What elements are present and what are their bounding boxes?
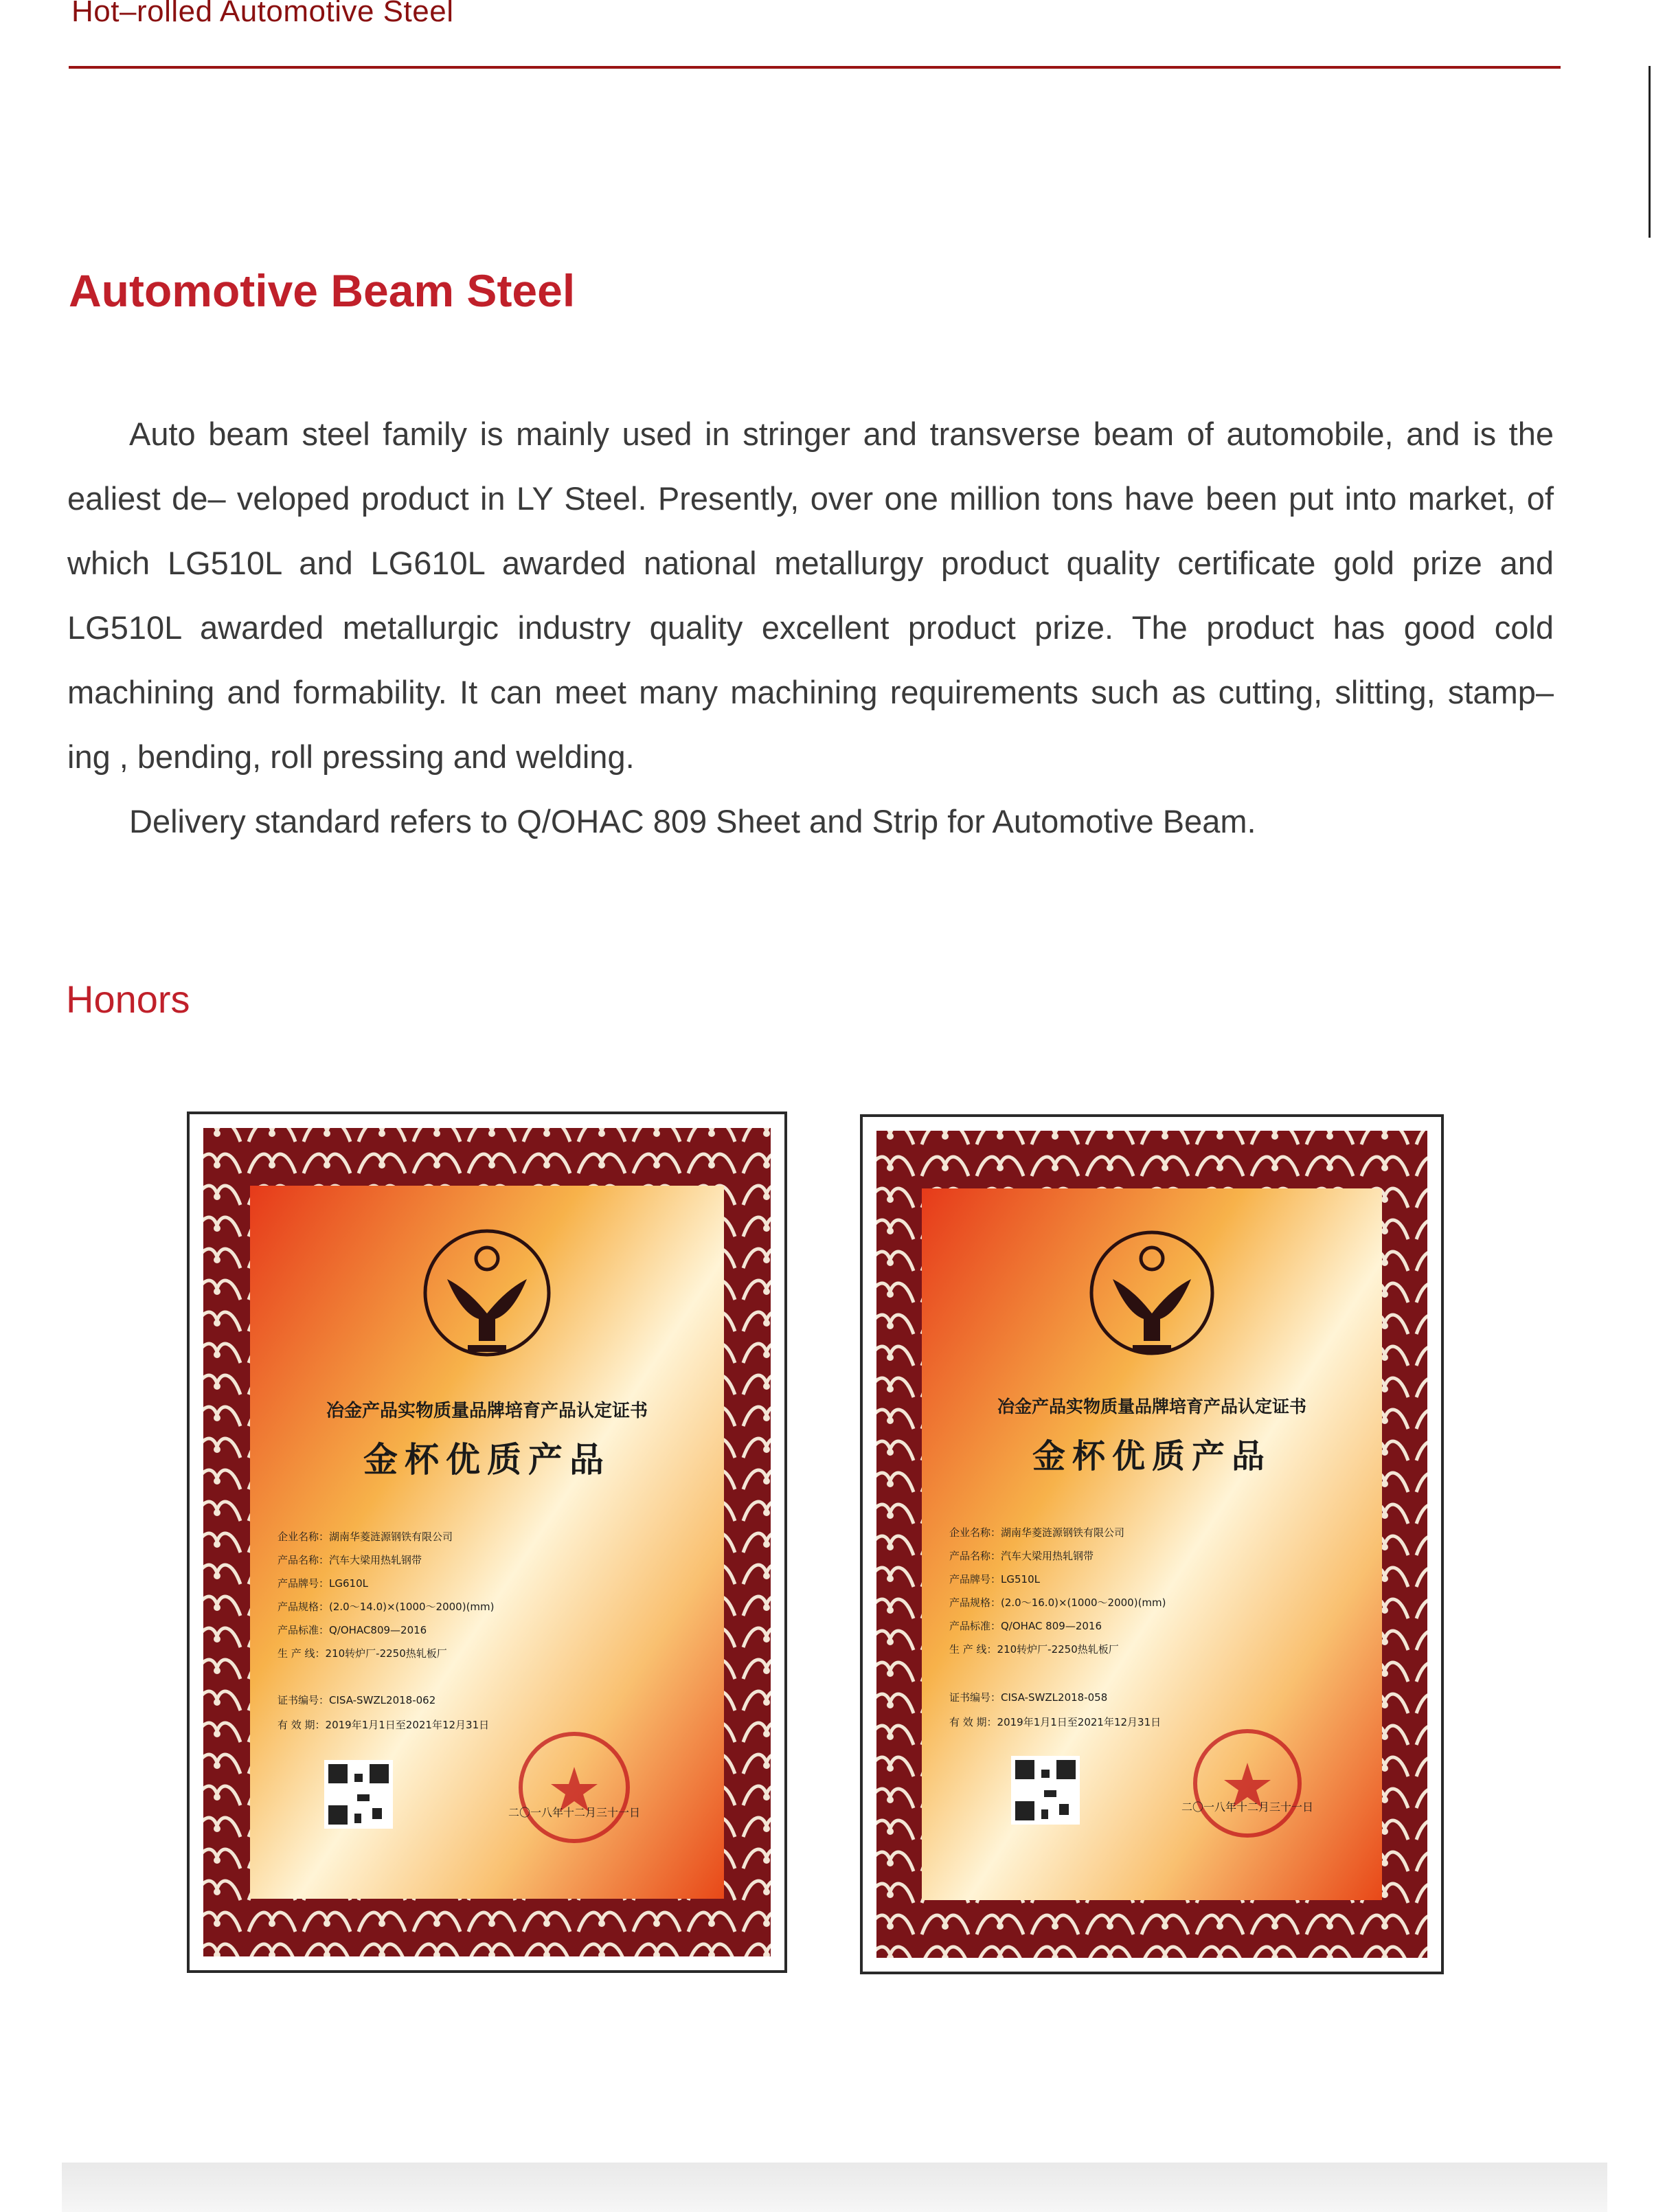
certificate-1: [187, 1111, 787, 1973]
cert-1-validity: 有 效 期：2019年1月1日至2021年12月31日: [278, 1719, 490, 1731]
cert-2-cert-no: 证书编号：CISA-SWZL2018-058: [949, 1691, 1108, 1704]
cert-1-award: 金杯优质产品: [363, 1440, 611, 1480]
certificate-1-art: [190, 1114, 784, 1970]
cert-2-spec: 产品规格：(2.0～16.0)×(1000～2000)(mm): [949, 1596, 1166, 1609]
cert-2-date: 二〇一八年十二月三十一日: [1181, 1801, 1314, 1814]
cert-2-product-name: 产品名称：汽车大梁用热轧钢带: [949, 1550, 1094, 1562]
qr-code-icon: [1011, 1756, 1080, 1825]
cert-1-heading: 冶金产品实物质量品牌培育产品认定证书: [326, 1401, 648, 1421]
cert-1-grade: 产品牌号：LG610L: [278, 1577, 368, 1590]
page-header-title: Hot–rolled Automotive Steel: [71, 0, 454, 28]
cert-1-line: 生 产 线：210转炉厂-2250热轧板厂: [278, 1647, 447, 1660]
cert-1-date: 二〇一八年十二月三十一日: [508, 1806, 641, 1819]
footer-band: [62, 2163, 1607, 2212]
header-divider: [69, 66, 1561, 69]
cert-1-spec: 产品规格：(2.0～14.0)×(1000～2000)(mm): [278, 1601, 495, 1613]
cert-2-heading: 冶金产品实物质量品牌培育产品认定证书: [997, 1397, 1307, 1417]
body-paragraph-1: Auto beam steel family is mainly used in stringer and transverse beam of automobile, and is the ealiest de– veloped product in LY Steel. Presently, over one million tons have been put into market, of which LG510L and LG610L awarded national metallurgy product quality certificate gold prize and LG510L awarded metallurgic industry quality excellent product prize. The product has good cold machining and formability. It can meet many machining requirements such as cutting, slitting, stamp– ing , bending, roll pressing and welding.: [67, 416, 1554, 775]
cert-1-cert-no: 证书编号：CISA-SWZL2018-062: [278, 1694, 436, 1706]
cert-1-product-name: 产品名称：汽车大梁用热轧钢带: [278, 1554, 422, 1566]
cert-1-standard: 产品标准：Q/OHAC809—2016: [278, 1624, 427, 1636]
body-paragraph-2: Delivery standard refers to Q/OHAC 809 Sheet and Strip for Automotive Beam.: [129, 803, 1256, 839]
cert-2-grade: 产品牌号：LG510L: [949, 1573, 1040, 1585]
cert-1-company: 企业名称：湖南华菱涟源钢铁有限公司: [278, 1531, 453, 1543]
cert-2-line: 生 产 线：210转炉厂-2250热轧板厂: [949, 1643, 1119, 1656]
body-text: [67, 402, 1554, 854]
cert-2-validity: 有 效 期：2019年1月1日至2021年12月31日: [949, 1716, 1162, 1728]
cert-2-standard: 产品标准：Q/OHAC 809—2016: [949, 1620, 1102, 1632]
certificate-2: [860, 1114, 1444, 1974]
cert-2-award: 金杯优质产品: [1032, 1437, 1272, 1476]
certificate-2-art: [863, 1117, 1441, 1972]
qr-code-icon: [324, 1760, 393, 1829]
section-title: Automotive Beam Steel: [69, 265, 576, 316]
honors-title: Honors: [66, 978, 190, 1021]
cert-2-company: 企业名称：湖南华菱涟源钢铁有限公司: [949, 1526, 1125, 1539]
page-edge-mark: [1649, 66, 1651, 238]
